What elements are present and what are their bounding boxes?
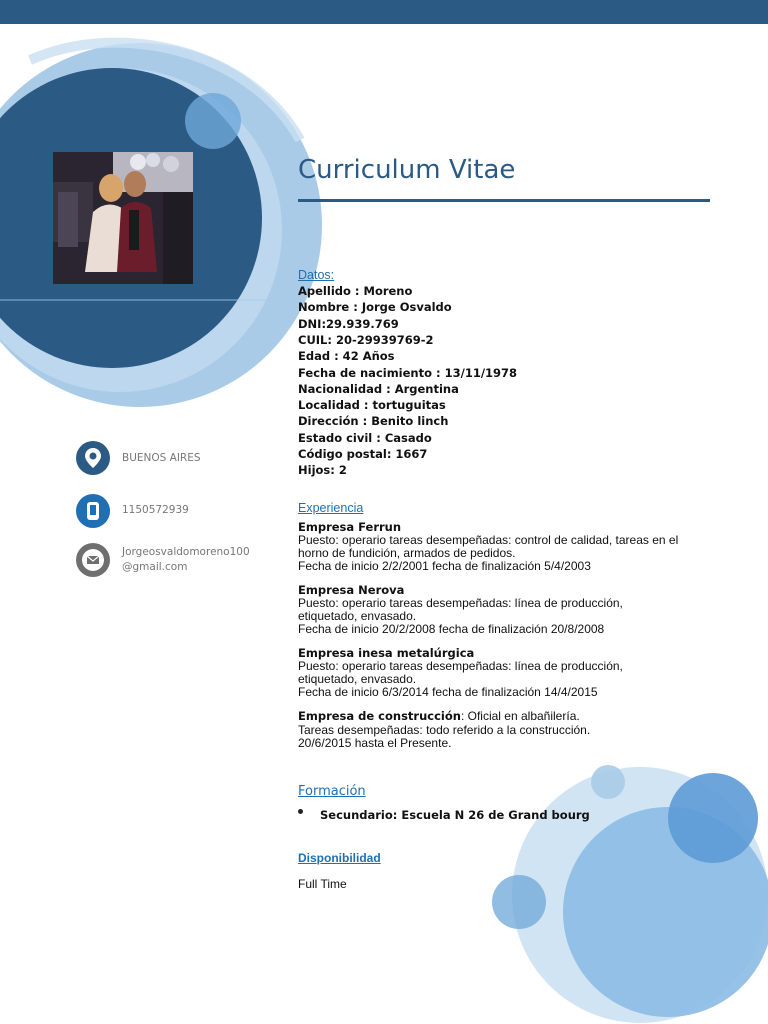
job-line: Puesto: operario tareas desempeñadas: línea de producción, [298, 659, 623, 673]
contact-email-line1: Jorgeosvaldomoreno100 [122, 546, 250, 558]
page-title: Curriculum Vitae [298, 155, 516, 185]
formacion-heading: Formación [298, 784, 366, 799]
contact-location: BUENOS AIRES [122, 452, 201, 464]
decor-circle-br-tiny [591, 765, 625, 799]
decor-circle-br-left [492, 875, 546, 929]
location-pin-icon [76, 441, 110, 475]
job-company: Empresa de construcción [298, 709, 461, 723]
contact-phone: 1150572939 [122, 504, 189, 516]
experiencia-heading: Experiencia [298, 501, 364, 515]
datos-field: Apellido : Moreno [298, 284, 413, 298]
job-company: Empresa inesa metalúrgica [298, 646, 475, 660]
profile-photo [53, 152, 193, 284]
datos-field: Localidad : tortuguitas [298, 398, 446, 413]
job-line: Fecha de inicio 20/2/2008 fecha de finalización 20/8/2008 [298, 622, 605, 636]
decor-circle-br-top [668, 773, 758, 863]
contact-email [122, 545, 250, 575]
decor-circle-small [185, 93, 241, 149]
bullet-icon [298, 809, 303, 814]
datos-field: Estado civil : Casado [298, 430, 432, 445]
job-role: : Oficial en albañilería. [460, 709, 580, 723]
job-line: Fecha de inicio 2/2/2001 fecha de finalización 5/4/2003 [298, 559, 591, 573]
job-line: etiquetado, envasado. [298, 609, 417, 623]
datos-field: Código postal: 1667 [298, 447, 428, 461]
datos-field: Fecha de nacimiento : 13/11/1978 [298, 365, 518, 380]
email-icon [76, 543, 110, 577]
formacion-item: Secundario: Escuela N 26 de Grand bourg [320, 808, 590, 822]
datos-field: CUIL: 20-29939769-2 [298, 332, 434, 347]
phone-icon [76, 494, 110, 528]
datos-heading: Datos: [298, 268, 335, 282]
datos-field: DNI:29.939.769 [298, 316, 399, 331]
datos-field: Edad : 42 Años [298, 349, 395, 364]
job-line: etiquetado, envasado. [298, 672, 417, 686]
job-line: Puesto: operario tareas desempeñadas: control de calidad, tareas en el [298, 533, 679, 547]
datos-field: Nacionalidad : Argentina [298, 381, 459, 396]
job-line: horno de fundición, armados de pedidos. [298, 546, 516, 560]
job-line: Tareas desempeñadas: todo referido a la construcción. [298, 723, 591, 737]
datos-field: Hijos: 2 [298, 463, 347, 478]
job-title-row [298, 710, 580, 723]
job-company: Empresa Nerova [298, 583, 405, 597]
disponibilidad-value: Full Time [298, 877, 347, 891]
job-company: Empresa Ferrun [298, 520, 402, 534]
job-line: 20/6/2015 hasta el Presente. [298, 736, 452, 750]
datos-field: Nombre : Jorge Osvaldo [298, 300, 452, 315]
datos-field: Dirección : Benito linch [298, 414, 449, 429]
job-line: Fecha de inicio 6/3/2014 fecha de finalización 14/4/2015 [298, 685, 598, 699]
job-line: Puesto: operario tareas desempeñadas: línea de producción, [298, 596, 623, 610]
title-underline [298, 199, 710, 202]
contact-email-line2: @gmail.com [122, 561, 188, 573]
disponibilidad-heading: Disponibilidad [298, 851, 381, 865]
